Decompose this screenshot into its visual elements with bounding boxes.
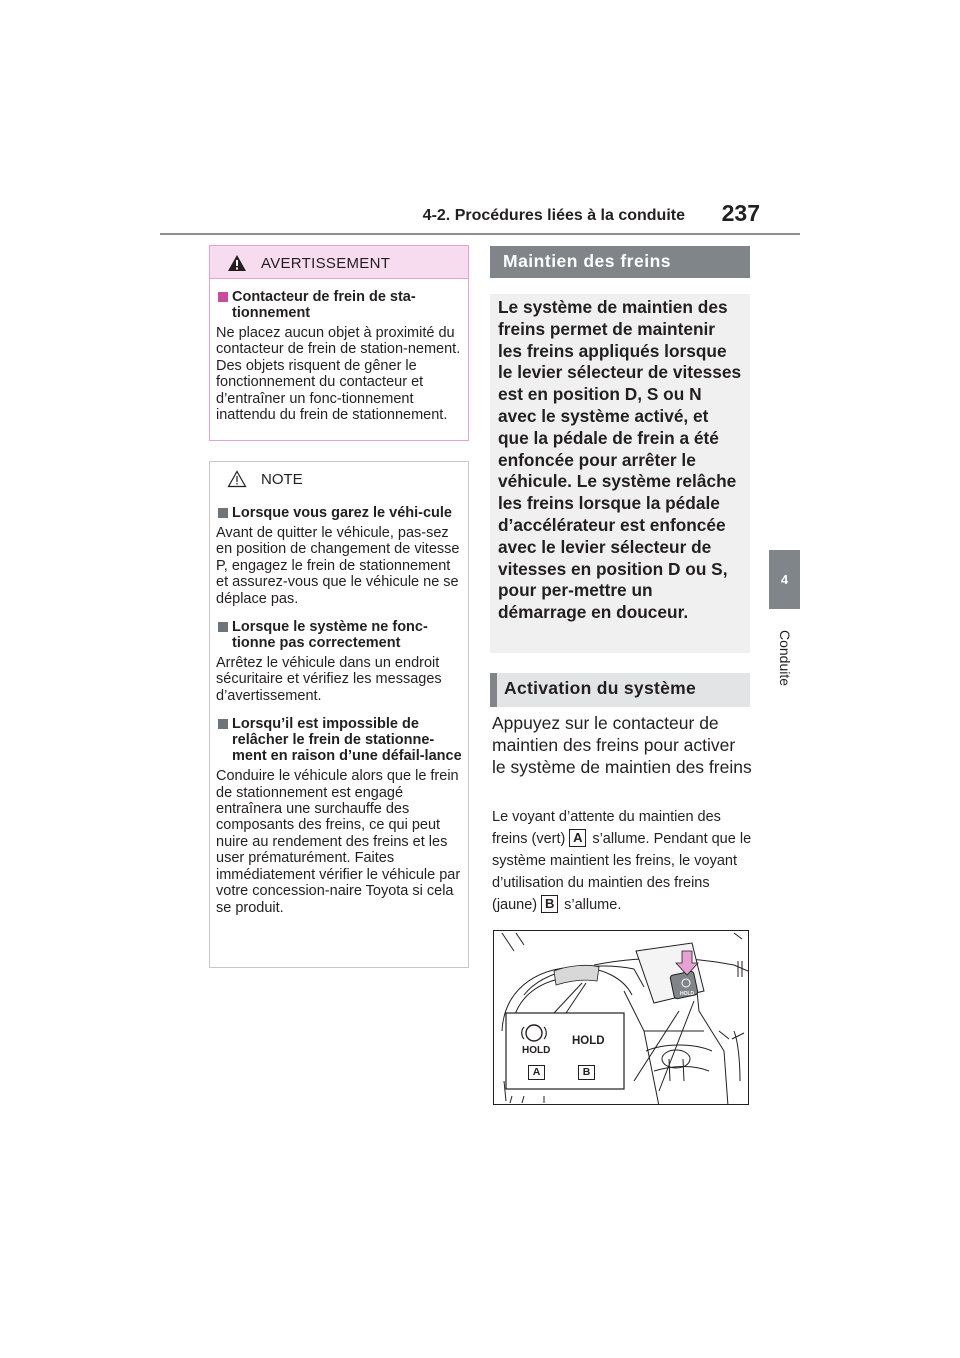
square-bullet-icon	[218, 622, 228, 632]
switch-label: HOLD	[680, 991, 695, 997]
note-item-title-text: Lorsque vous garez le véhi-cule	[232, 505, 452, 521]
square-bullet-icon	[218, 292, 228, 302]
header-divider	[160, 233, 800, 235]
warning-header	[210, 246, 468, 279]
activation-step: Appuyez sur le contacteur de maintien des freins pour activer le système de maintien des freins	[492, 713, 752, 777]
callout-a-badge: A	[569, 829, 586, 847]
dashboard-illustration	[493, 930, 749, 1105]
note-item-text: Avant de quitter le véhicule, pas-sez en position de changement de vitesse P, engagez le frein de stationnement et assurez-vous que le véhicule ne se déplace pas.	[216, 525, 460, 607]
figure-callout-a: A	[528, 1065, 545, 1080]
section-title: 4-2. Procédures liées à la conduite	[422, 207, 685, 224]
chapter-label: Conduite	[776, 629, 793, 687]
warning-box	[209, 245, 469, 441]
note-text-part3: s’allume.	[564, 897, 622, 913]
note-item-title	[216, 619, 462, 651]
square-bullet-icon	[218, 508, 228, 518]
section-title-activation: Activation du système	[504, 678, 697, 698]
note-title: NOTE	[261, 471, 303, 488]
square-bullet-icon	[218, 719, 228, 729]
chapter-label-container	[769, 620, 800, 700]
section-banner-activation	[490, 673, 750, 707]
note-text-part2: s’allume. Pendant que le système maintient les freins, le voyant d’utilisation du maintien des freins (jaune)	[492, 831, 752, 913]
hold-label-a: HOLD	[522, 1045, 551, 1056]
warning-item-text: Ne placez aucun objet à proximité du contacteur de frein de station-nement. Des objets risquent de gêner le fonctionnement du contacteur et d’entraîner un fonc-tionnement inattendu du frein de stationnement.	[216, 325, 461, 424]
caution-triangle-icon	[227, 470, 247, 488]
activation-note	[492, 806, 754, 916]
note-item-title-text: Lorsque le système ne fonc-tionne pas correctement	[232, 619, 428, 652]
section-banner-brake-hold	[490, 246, 750, 278]
note-item-title-text: Lorsqu’il est impossible de relâcher le frein de stationne-ment en raison d’une défail-lance	[232, 716, 462, 765]
warning-item-title-text: Contacteur de frein de sta-tionnement	[232, 289, 416, 321]
warning-body	[210, 289, 468, 423]
note-item-title	[216, 716, 462, 764]
callout-b-badge: B	[541, 895, 558, 913]
hold-label-b: HOLD	[572, 1035, 605, 1047]
page-number: 237	[721, 200, 760, 226]
warning-item-title	[216, 289, 462, 321]
note-box	[209, 461, 469, 968]
brake-hold-summary: Le système de maintien des freins permet de maintenir les freins appliqués lorsque le levier sélecteur de vitesses est en position D, S ou N avec le système activé, et que la pédale de frein a été enfoncée pour arrêter le véhicule. Le système relâche les freins lorsque la pédale d’accélérateur est enfoncée avec le levier sélecteur de vitesses en position D ou S, pour per-mettre un démarrage en douceur.	[490, 294, 750, 653]
chapter-tab[interactable]: 4	[769, 550, 800, 609]
section-title-brake-hold: Maintien des freins	[503, 251, 672, 271]
note-body	[210, 505, 468, 916]
figure-callout-b: B	[578, 1065, 595, 1080]
note-item-title	[216, 505, 462, 521]
note-item-text: Conduire le véhicule alors que le frein de stationnement est engagé entraînera une surchauffe des composants des freins, ce qui peut nuire au rendement des freins et les user prématurément. Faites immédiatement vérifier le véhicule par votre concession-naire Toyota si cela se produit.	[216, 768, 461, 916]
note-header	[210, 462, 468, 495]
note-text-part1: Le voyant d’attente du maintien des freins (vert)	[492, 809, 721, 847]
warning-title: AVERTISSEMENT	[261, 255, 391, 272]
warning-triangle-icon	[227, 254, 247, 272]
note-item-text: Arrêtez le véhicule dans un endroit sécuritaire et vérifiez les messages d’avertissement.	[216, 655, 442, 704]
page-header	[160, 200, 800, 234]
